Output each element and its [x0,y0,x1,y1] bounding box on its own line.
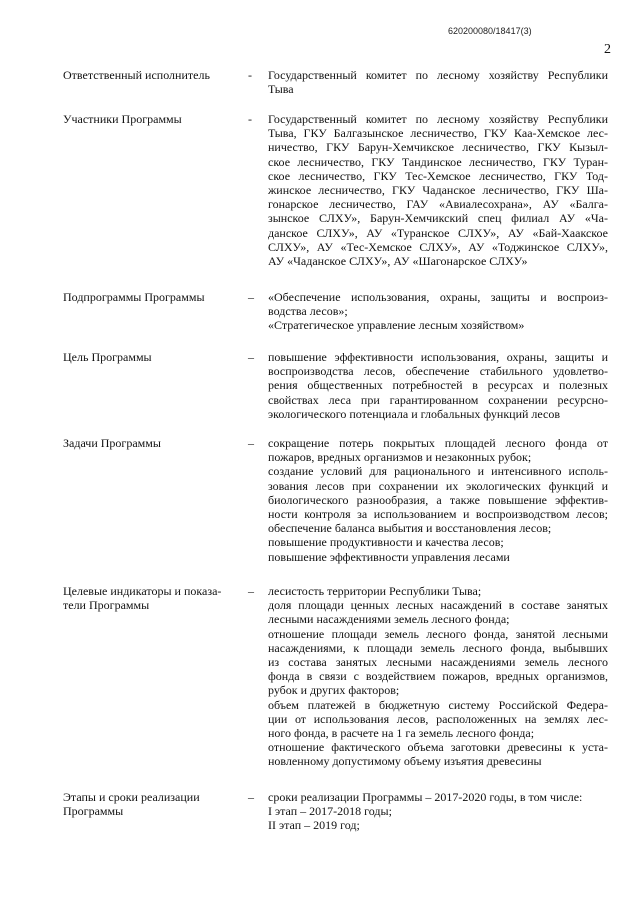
content-line: лесистость территории Республики Тыва; [268,584,482,598]
row-dash: – [248,350,254,364]
content-line: сокращение потерь покрытых площадей лесного фонда от [268,436,608,450]
row-label: Ответственный исполнитель [63,68,210,82]
row-dash: - [248,112,252,126]
content-line: «Обеспечение использования, охраны, защиты и воспроиз- [268,290,608,304]
document-id: 620200080/18417(3) [448,26,532,36]
row-label: Задачи Программы [63,436,161,450]
content-line: жинское лесничество, ГКУ Чаданское лесничество, ГКУ Ша- [268,183,608,198]
content-line: обеспечение баланса выбытия и восстановления лесов; [268,521,552,536]
row-content [268,584,608,769]
content-line: ское лесничество, ГКУ Тес-Хемское лесничество, ГКУ Тод- [268,168,608,183]
row-dash: – [248,436,254,450]
content-line: Тыва, ГКУ Балгазынское лесничество, ГКУ Каа-Хемское лес- [268,126,608,141]
content-line: данское СЛХУ», АУ «Туранское СЛХУ», АУ «Бай-Хаакское [268,225,608,240]
content-line: «Стратегическое управление лесным хозяйством» [268,318,525,333]
content-line: сроки реализации Программы – 2017-2020 годы, в том числе: [268,790,583,804]
content-line: зынское СЛХУ», Барун-Хемчикский спец филиал АУ «Ча- [268,211,608,226]
row-label: Подпрограммы Программы [63,290,205,304]
content-line: ничество, ГКУ Барун-Хемчикское лесничество, ГКУ Кызыл- [268,140,608,155]
content-line: лесными насаждениями земель лесного фонда; [268,612,510,627]
content-line: ного фонда, в расчете на 1 га земель лесного фонда; [268,726,535,741]
row-content [268,436,608,564]
content-line: Государственный комитет по лесному хозяйству Республики [268,68,608,82]
content-line: насаждениями, к площади земель лесного фонда, выбывших [268,640,608,655]
row-content [268,290,608,333]
row-content [268,112,608,268]
content-line: новленному допустимому объему изъятия древесины [268,754,542,769]
row-dash: - [248,68,252,82]
content-line: доля площади ценных лесных насаждений в составе занятых [268,598,608,613]
row-content [268,68,608,96]
row-dash: – [248,584,254,598]
content-line: пожаров, вредных организмов и незаконных рубок; [268,450,532,465]
content-line: объем платежей в бюджетную систему Российской Федера- [268,697,608,712]
content-line: отношение фактического объема заготовки древесины к уста- [268,740,608,755]
content-line: гонарское лесничество, ГАУ «Авиалесохрана», АУ «Балга- [268,197,608,212]
page-number: 2 [604,42,611,57]
content-line: повышение продуктивности и качества лесов; [268,535,504,550]
content-line: рения общественных потребностей в ресурсах и полезных [268,378,608,393]
content-line: из состава занятых лесными насаждениями земель лесного [268,655,608,670]
row-label: Цель Программы [63,350,152,364]
content-line: отношение площади земель лесного фонда, занятой лесными [268,626,608,641]
content-line: СЛХУ», АУ «Тес-Хемское СЛХУ», АУ «Тоджинское СЛХУ», [268,239,608,254]
content-line: водства лесов»; [268,304,348,319]
content-line: Государственный комитет по лесному хозяйству Республики [268,112,608,126]
content-line: II этап – 2019 год; [268,818,360,833]
content-line: экологического потенциала и глобальных функций лесов [268,406,561,421]
row-dash: – [248,290,254,304]
content-line: рубок и других факторов; [268,683,400,698]
content-line: ности контроля за использованием и воспроизводством лесов; [268,507,608,522]
row-content [268,790,608,833]
content-line: АУ «Чаданское СЛХУ», АУ «Шагонарское СЛХУ» [268,254,528,269]
row-label: Этапы и сроки реализации Программы [63,790,200,818]
content-line: биологического разнообразия, а также повышение эффектив- [268,492,608,507]
content-line: ское лесничество, ГКУ Тандинское лесничество, ГКУ Туран- [268,154,608,169]
content-line: фонда в связи с воздействием пожаров, вредных организмов, [268,669,608,684]
row-label: Участники Программы [63,112,182,126]
row-dash: – [248,790,254,804]
content-line: свойствах леса при гарантированном сохранении ресурсно- [268,392,608,407]
content-line: повышение эффективности управления лесами [268,549,510,564]
content-line: ции от использования лесов, расположенных на землях лес- [268,711,608,726]
content-line: Тыва [268,82,294,97]
row-content [268,350,608,421]
content-line: создание условий для рационального и интенсивного исполь- [268,464,608,479]
content-line: I этап – 2017-2018 годы; [268,804,392,819]
content-line: повышение эффективности использования, охраны, защиты и [268,350,608,364]
content-line: воспроизводства лесов, обеспечение стабильного удовлетво- [268,364,608,379]
row-label: Целевые индикаторы и показа- тели Программы [63,584,222,612]
content-line: зования лесов при сохранении их экологических функций и [268,478,608,493]
